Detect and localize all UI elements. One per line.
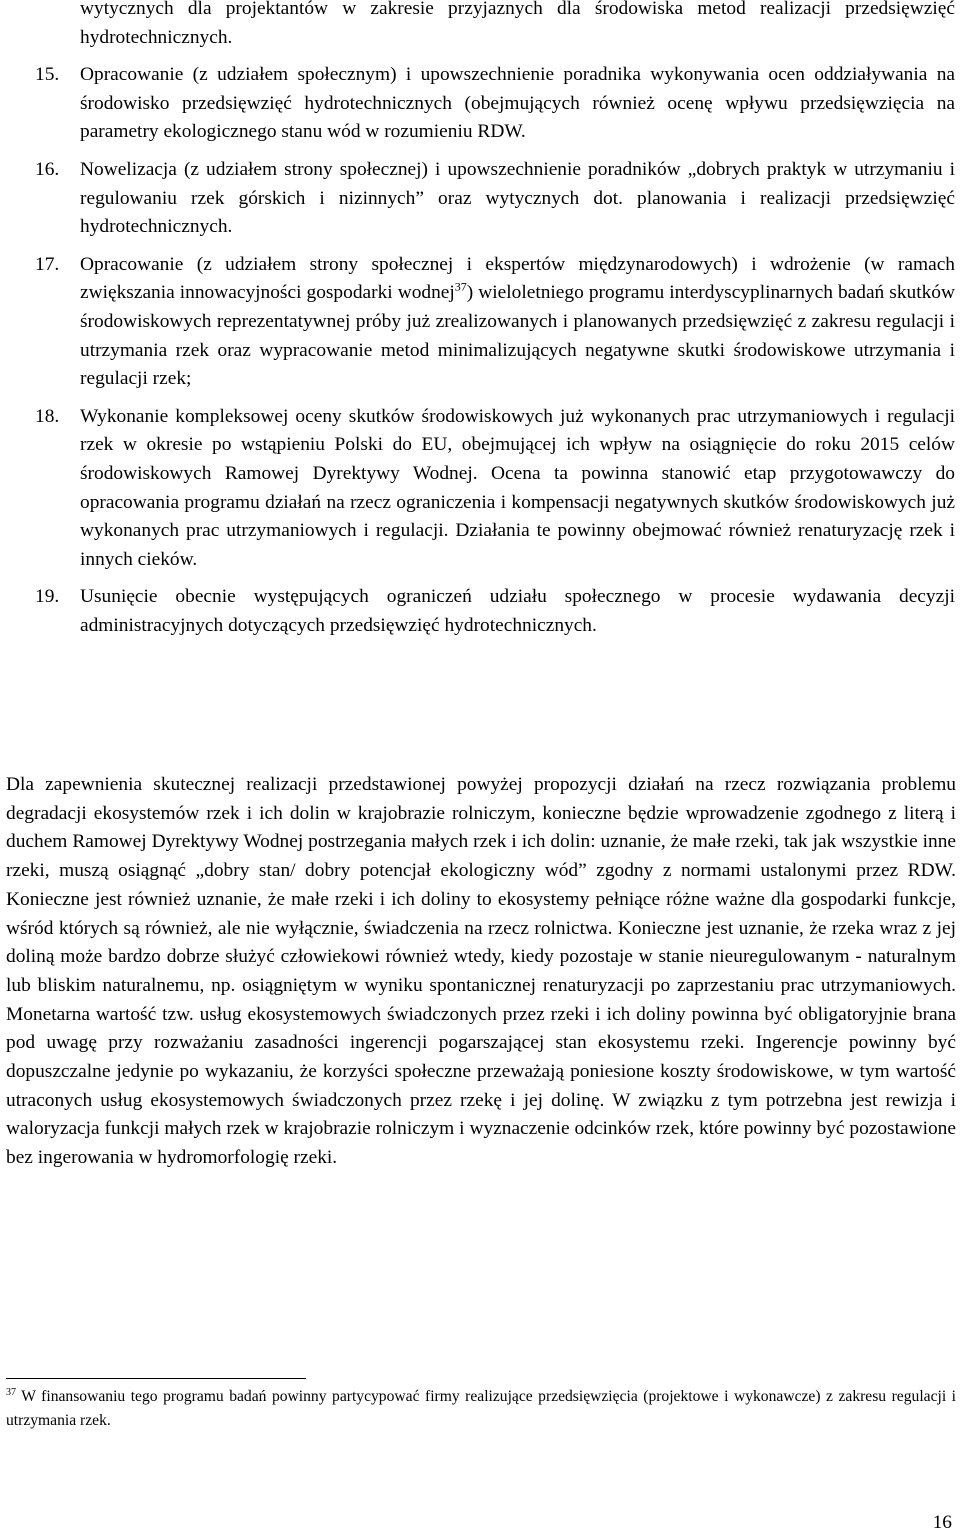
list-item-15 — [35, 61, 955, 147]
list-item-19 — [35, 583, 955, 640]
item-number: 19. — [35, 586, 60, 608]
item-text: Wykonanie kompleksowej oceny skutków środowiskowych już wykonanych prac utrzymaniowych i regulacji rzek w okresie po wstąpieniu Polski do EU, obejmującej ich wpływ na osiągnięcie do roku 2015 celów środowiskowych Ramowej Dyrektywy Wodnej. Ocena ta powinna stanowić etap przygotowawczy do opracowania programu działań na rzecz ograniczenia i kompensacji negatywnych skutków środowiskowych już wykonanych prac utrzymaniowych i regulacji. Działania te powinny obejmować również renaturyzację rzek i innych cieków. — [80, 405, 955, 570]
list-item-17 — [35, 251, 955, 394]
item-number: 17. — [35, 253, 60, 275]
page-number: 16 — [932, 1512, 952, 1533]
item-number: 15. — [35, 64, 60, 86]
item-number: 16. — [35, 158, 60, 180]
continuation-text: wytycznych dla projektantów w zakresie przyjaznych dla środowiska metod realizacji przedsięwzięć hydrotechnicznych. — [80, 0, 955, 48]
item-text: Nowelizacja (z udziałem strony społecznej) i upowszechnienie poradników „dobrych praktyk w utrzymaniu i regulowaniu rzek górskich i nizinnych” oraz wytycznych dot. planowania i realizacji przedsięwzięć hydrotechnicznych. — [80, 158, 955, 238]
list-item-18 — [35, 403, 955, 575]
list-continuation — [35, 0, 955, 52]
footnote-reference: 37 — [454, 279, 467, 294]
footnote — [6, 1385, 956, 1433]
item-text-part: Opracowanie (z udziałem strony społecznej i ekspertów międzynarodowych) i wdrożenie (w ramach zwiększania innowacyjności gospodarki wodnej — [80, 253, 955, 304]
numbered-list — [35, 0, 955, 640]
list-item-16 — [35, 156, 955, 242]
item-number: 18. — [35, 405, 60, 427]
item-text — [80, 251, 955, 394]
item-text: Opracowanie (z udziałem społecznym) i upowszechnienie poradnika wykonywania ocen oddziaływania na środowisko przedsięwzięć hydrotechnicznych (obejmujących również ocenę wpływu przedsięwzięcia na parametry ekologicznego stanu wód w rozumieniu RDW. — [80, 64, 955, 143]
item-text-part: ) wieloletniego programu interdyscyplinarnych badań skutków środowiskowych reprezentatywnej próby już zrealizowanych i planowanych przedsięwzięć z zakresu regulacji i utrzymania rzek oraz wypracowanie metod minimalizujących negatywne skutki środowiskowe utrzymania i regulacji rzek; — [80, 282, 955, 390]
body-paragraph: Dla zapewnienia skutecznej realizacji przedstawionej powyżej propozycji działań na rzecz rozwiązania problemu degradacji ekosystemów rzek i ich dolin w krajobrazie rolniczym, konieczne będzie wprowadzenie zgodnego z literą i duchem Ramowej Dyrektywy Wodnej postrzegania małych rzek i ich dolin: uznanie, że małe rzeki, tak jak wszystkie inne rzeki, muszą osiągnąć „dobry stan/ dobry potencjał ekologiczny wód” zgodny z normami ustalonymi przez RDW. Konieczne jest również uznanie, że małe rzeki i ich doliny to ekosystemy pełniące różne ważne dla gospodarki funkcje, wśród których są również, ale nie wyłącznie, świadczenia na rzecz rolnictwa. Konieczne jest uznanie, że rzeka wraz z jej doliną może bardzo dobrze służyć człowiekowi również wtedy, kiedy pozostaje w stanie nieuregulowanym - naturalnym lub bliskim naturalnemu, np. osiągniętym w wyniku spontanicznej renaturyzacji po zaprzestaniu prac utrzymaniowych. Monetarna wartość tzw. usług ekosystemowych świadczonych przez rzeki i ich doliny powinna być obligatoryjnie brana pod uwagę przy rozważaniu zasadności ingerencji pogarszającej stan ekosystemu rzeki. Ingerencje powinny być dopuszczalne jedynie po wykazaniu, że korzyści społeczne przeważają poniesione koszty środowiskowe, w tym wartość utraconych usług ekosystemowych świadczonych przez rzekę i jej dolinę. W związku z tym potrzebna jest rewizja i waloryzacja funkcji małych rzek w krajobrazie rolniczym i wyznaczenie odcinków rzek, które powinny być pozostawione bez ingerowania w hydromorfologię rzeki. — [6, 774, 956, 1169]
item-text: Usunięcie obecnie występujących ograniczeń udziału społecznego w procesie wydawania decyzji administracyjnych dotyczących przedsięwzięć hydrotechnicznych. — [80, 586, 955, 636]
footnote-divider — [6, 1378, 306, 1379]
footnote-text: W finansowaniu tego programu badań powinny partycypować firmy realizujące przedsięwzięcia (projektowe i wykonawcze) z zakresu regulacji i utrzymania rzek. — [6, 1388, 956, 1429]
footnote-mark: 37 — [6, 1386, 16, 1398]
